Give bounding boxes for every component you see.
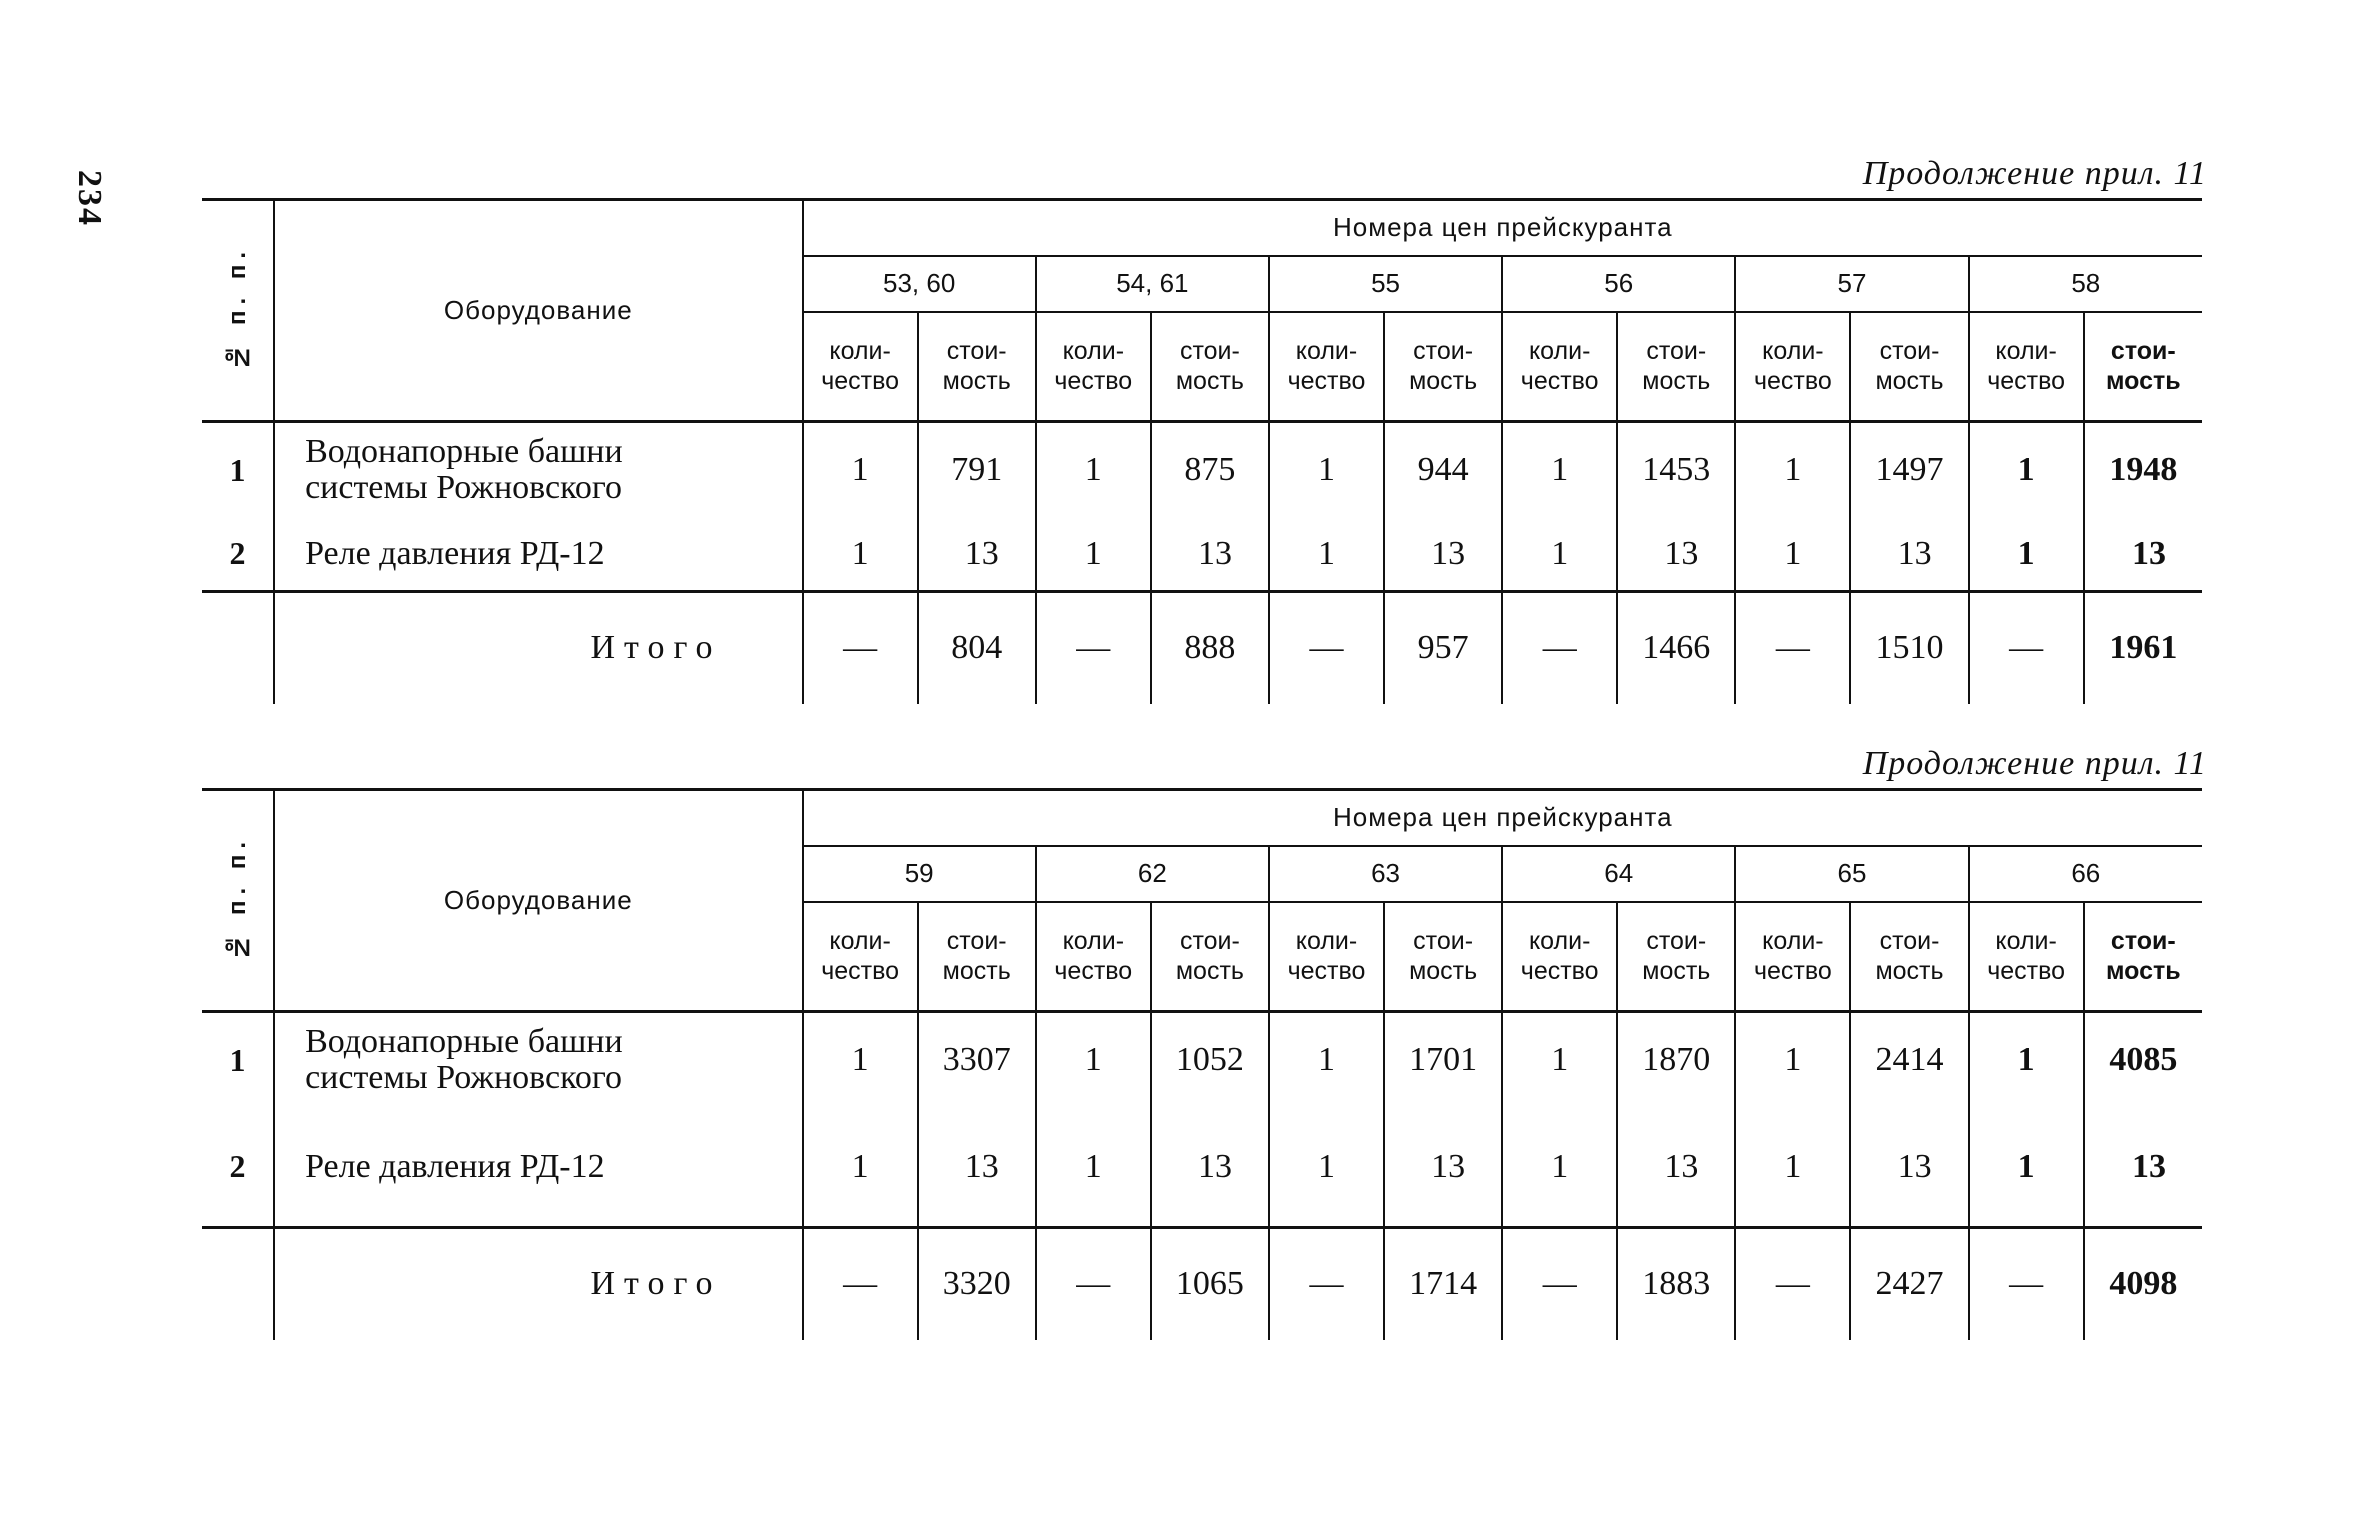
price-group-header: 58 (1969, 256, 2202, 312)
quantity-cell: 1 (1969, 518, 2084, 592)
cost-cell: 2414 (1850, 1012, 1968, 1108)
quantity-header: коли- чество (803, 312, 918, 422)
quantity-cell: 1 (803, 1108, 918, 1228)
cost-cell: 13 (1384, 518, 1502, 592)
cost-cell: 1497 (1850, 422, 1968, 518)
total-quantity-cell: — (1735, 1228, 1850, 1340)
cost-cell: 13 (1850, 1108, 1968, 1228)
total-cost-cell: 1883 (1617, 1228, 1735, 1340)
quantity-cell: 1 (1969, 1108, 2084, 1228)
quantity-cell: 1 (803, 518, 918, 592)
total-cost-cell: 1714 (1384, 1228, 1502, 1340)
total-cost-cell: 1065 (1151, 1228, 1269, 1340)
equipment-name-line: Водонапорные башни (305, 433, 623, 471)
table-row (202, 518, 2202, 592)
table-row (202, 1108, 2202, 1228)
cost-header: стои- мость (1151, 902, 1269, 1012)
total-quantity-cell: — (1969, 1228, 2084, 1340)
total-row-number (202, 1228, 274, 1340)
quantity-header: коли- чество (1036, 312, 1151, 422)
total-cost-cell: 1510 (1850, 592, 1968, 704)
quantity-header: коли- чество (1735, 312, 1850, 422)
total-cost-cell: 804 (918, 592, 1036, 704)
cost-cell: 13 (2084, 518, 2202, 592)
continuation-title-1: Продолжение прил. 11 (1862, 155, 2207, 192)
cost-cell: 13 (1384, 1108, 1502, 1228)
cost-header: стои- мость (1617, 902, 1735, 1012)
quantity-cell: 1 (1036, 1012, 1151, 1108)
quantity-header: коли- чество (1269, 312, 1384, 422)
row-number-header (202, 200, 274, 422)
price-group-header: 56 (1502, 256, 1735, 312)
total-row-number (202, 592, 274, 704)
cost-header: стои- мость (2084, 312, 2202, 422)
cost-cell: 1453 (1617, 422, 1735, 518)
quantity-header: коли- чество (1502, 312, 1617, 422)
price-group-header: 66 (1969, 846, 2202, 902)
equipment-name (274, 1012, 802, 1108)
cost-cell: 13 (2084, 1108, 2202, 1228)
quantity-cell: 1 (803, 422, 918, 518)
quantity-cell: 1 (1502, 1108, 1617, 1228)
cost-cell: 3307 (918, 1012, 1036, 1108)
price-group-header: 59 (803, 846, 1036, 902)
row-number: 1 (229, 1041, 246, 1078)
cost-header: стои- мость (1617, 312, 1735, 422)
quantity-cell: 1 (1269, 1012, 1384, 1108)
total-quantity-cell: — (1036, 1228, 1151, 1340)
table-row (202, 1012, 2202, 1108)
quantity-cell: 1 (1969, 422, 2084, 518)
quantity-cell: 1 (1036, 518, 1151, 592)
row-number: 2 (202, 1108, 274, 1228)
price-group-header: 64 (1502, 846, 1735, 902)
equipment-name-line: Реле давления РД-12 (305, 1147, 605, 1185)
total-quantity-cell: — (803, 1228, 918, 1340)
quantity-header: коли- чество (1502, 902, 1617, 1012)
price-group-header: 65 (1735, 846, 1968, 902)
cost-cell: 1052 (1151, 1012, 1269, 1108)
quantity-cell: 1 (1969, 1012, 2084, 1108)
equipment-name (274, 518, 802, 592)
quantity-cell: 1 (1269, 422, 1384, 518)
total-quantity-cell: — (1735, 592, 1850, 704)
quantity-cell: 1 (1036, 422, 1151, 518)
total-quantity-cell: — (1969, 592, 2084, 704)
cost-cell: 13 (1151, 1108, 1269, 1228)
cost-header: стои- мость (1850, 312, 1968, 422)
quantity-cell: 1 (1735, 518, 1850, 592)
quantity-cell: 1 (1036, 1108, 1151, 1228)
total-cost-cell: 4098 (2084, 1228, 2202, 1340)
quantity-cell: 1 (1269, 518, 1384, 592)
row-number-header (202, 790, 274, 1012)
quantity-header: коли- чество (1036, 902, 1151, 1012)
total-row (202, 592, 2202, 704)
cost-cell: 1948 (2084, 422, 2202, 518)
cost-cell: 13 (918, 518, 1036, 592)
cost-header: стои- мость (1151, 312, 1269, 422)
row-number: 1 (229, 451, 246, 488)
cost-header: стои- мость (918, 312, 1036, 422)
row-number-header-label: № п. п. (223, 245, 251, 371)
cost-header: стои- мость (1850, 902, 1968, 1012)
cost-cell: 13 (1850, 518, 1968, 592)
total-quantity-cell: — (803, 592, 918, 704)
cost-cell: 944 (1384, 422, 1502, 518)
price-group-header: 57 (1735, 256, 1968, 312)
price-group-header: 55 (1269, 256, 1502, 312)
equipment-name (274, 422, 802, 518)
equipment-name-line: системы Рожновского (305, 469, 622, 507)
quantity-cell: 1 (803, 1012, 918, 1108)
total-cost-cell: 1466 (1617, 592, 1735, 704)
total-cost-cell: 2427 (1850, 1228, 1968, 1340)
page-number: 234 (71, 170, 108, 227)
quantity-cell: 1 (1735, 1012, 1850, 1108)
row-number-header-label: № п. п. (223, 835, 251, 961)
total-label: Итого (274, 592, 802, 704)
cost-cell: 13 (1151, 518, 1269, 592)
total-cost-cell: 1961 (2084, 592, 2202, 704)
price-group-header: 62 (1036, 846, 1269, 902)
price-group-header: 63 (1269, 846, 1502, 902)
cost-header: стои- мость (2084, 902, 2202, 1012)
quantity-header: коли- чество (803, 902, 918, 1012)
cost-header: стои- мость (1384, 902, 1502, 1012)
quantity-cell: 1 (1735, 1108, 1850, 1228)
cost-header: стои- мость (918, 902, 1036, 1012)
total-cost-cell: 3320 (918, 1228, 1036, 1340)
cost-cell: 1870 (1617, 1012, 1735, 1108)
cost-cell: 13 (918, 1108, 1036, 1228)
cost-cell: 1701 (1384, 1012, 1502, 1108)
quantity-header: коли- чество (1969, 312, 2084, 422)
equipment-name-line: системы Рожновского (305, 1059, 622, 1097)
quantity-header: коли- чество (1269, 902, 1384, 1012)
equipment-header: Оборудование (274, 200, 802, 422)
equipment-name-line: Водонапорные башни (305, 1023, 623, 1061)
cost-cell: 4085 (2084, 1012, 2202, 1108)
total-quantity-cell: — (1269, 592, 1384, 704)
price-numbers-header: Номера цен прейскуранта (803, 790, 2202, 846)
quantity-cell: 1 (1502, 1012, 1617, 1108)
total-row (202, 1228, 2202, 1340)
quantity-cell: 1 (1269, 1108, 1384, 1228)
equipment-name-line: Реле давления РД-12 (305, 534, 605, 572)
price-table (202, 788, 2202, 1340)
row-number: 2 (202, 518, 274, 592)
cost-cell: 13 (1617, 518, 1735, 592)
cost-cell: 875 (1151, 422, 1269, 518)
total-quantity-cell: — (1502, 1228, 1617, 1340)
quantity-header: коли- чество (1969, 902, 2084, 1012)
price-table (202, 198, 2202, 704)
price-table-1 (202, 198, 2202, 704)
equipment-name (274, 1108, 802, 1228)
quantity-cell: 1 (1735, 422, 1850, 518)
total-cost-cell: 888 (1151, 592, 1269, 704)
total-cost-cell: 957 (1384, 592, 1502, 704)
table-row (202, 422, 2202, 518)
continuation-title-2: Продолжение прил. 11 (1862, 745, 2207, 782)
quantity-cell: 1 (1502, 518, 1617, 592)
total-label: Итого (274, 1228, 802, 1340)
cost-cell: 13 (1617, 1108, 1735, 1228)
total-quantity-cell: — (1036, 592, 1151, 704)
quantity-cell: 1 (1502, 422, 1617, 518)
price-table-2 (202, 788, 2202, 1340)
equipment-header: Оборудование (274, 790, 802, 1012)
total-quantity-cell: — (1502, 592, 1617, 704)
cost-header: стои- мость (1384, 312, 1502, 422)
cost-cell: 791 (918, 422, 1036, 518)
price-group-header: 53, 60 (803, 256, 1036, 312)
total-quantity-cell: — (1269, 1228, 1384, 1340)
quantity-header: коли- чество (1735, 902, 1850, 1012)
price-numbers-header: Номера цен прейскуранта (803, 200, 2202, 256)
price-group-header: 54, 61 (1036, 256, 1269, 312)
